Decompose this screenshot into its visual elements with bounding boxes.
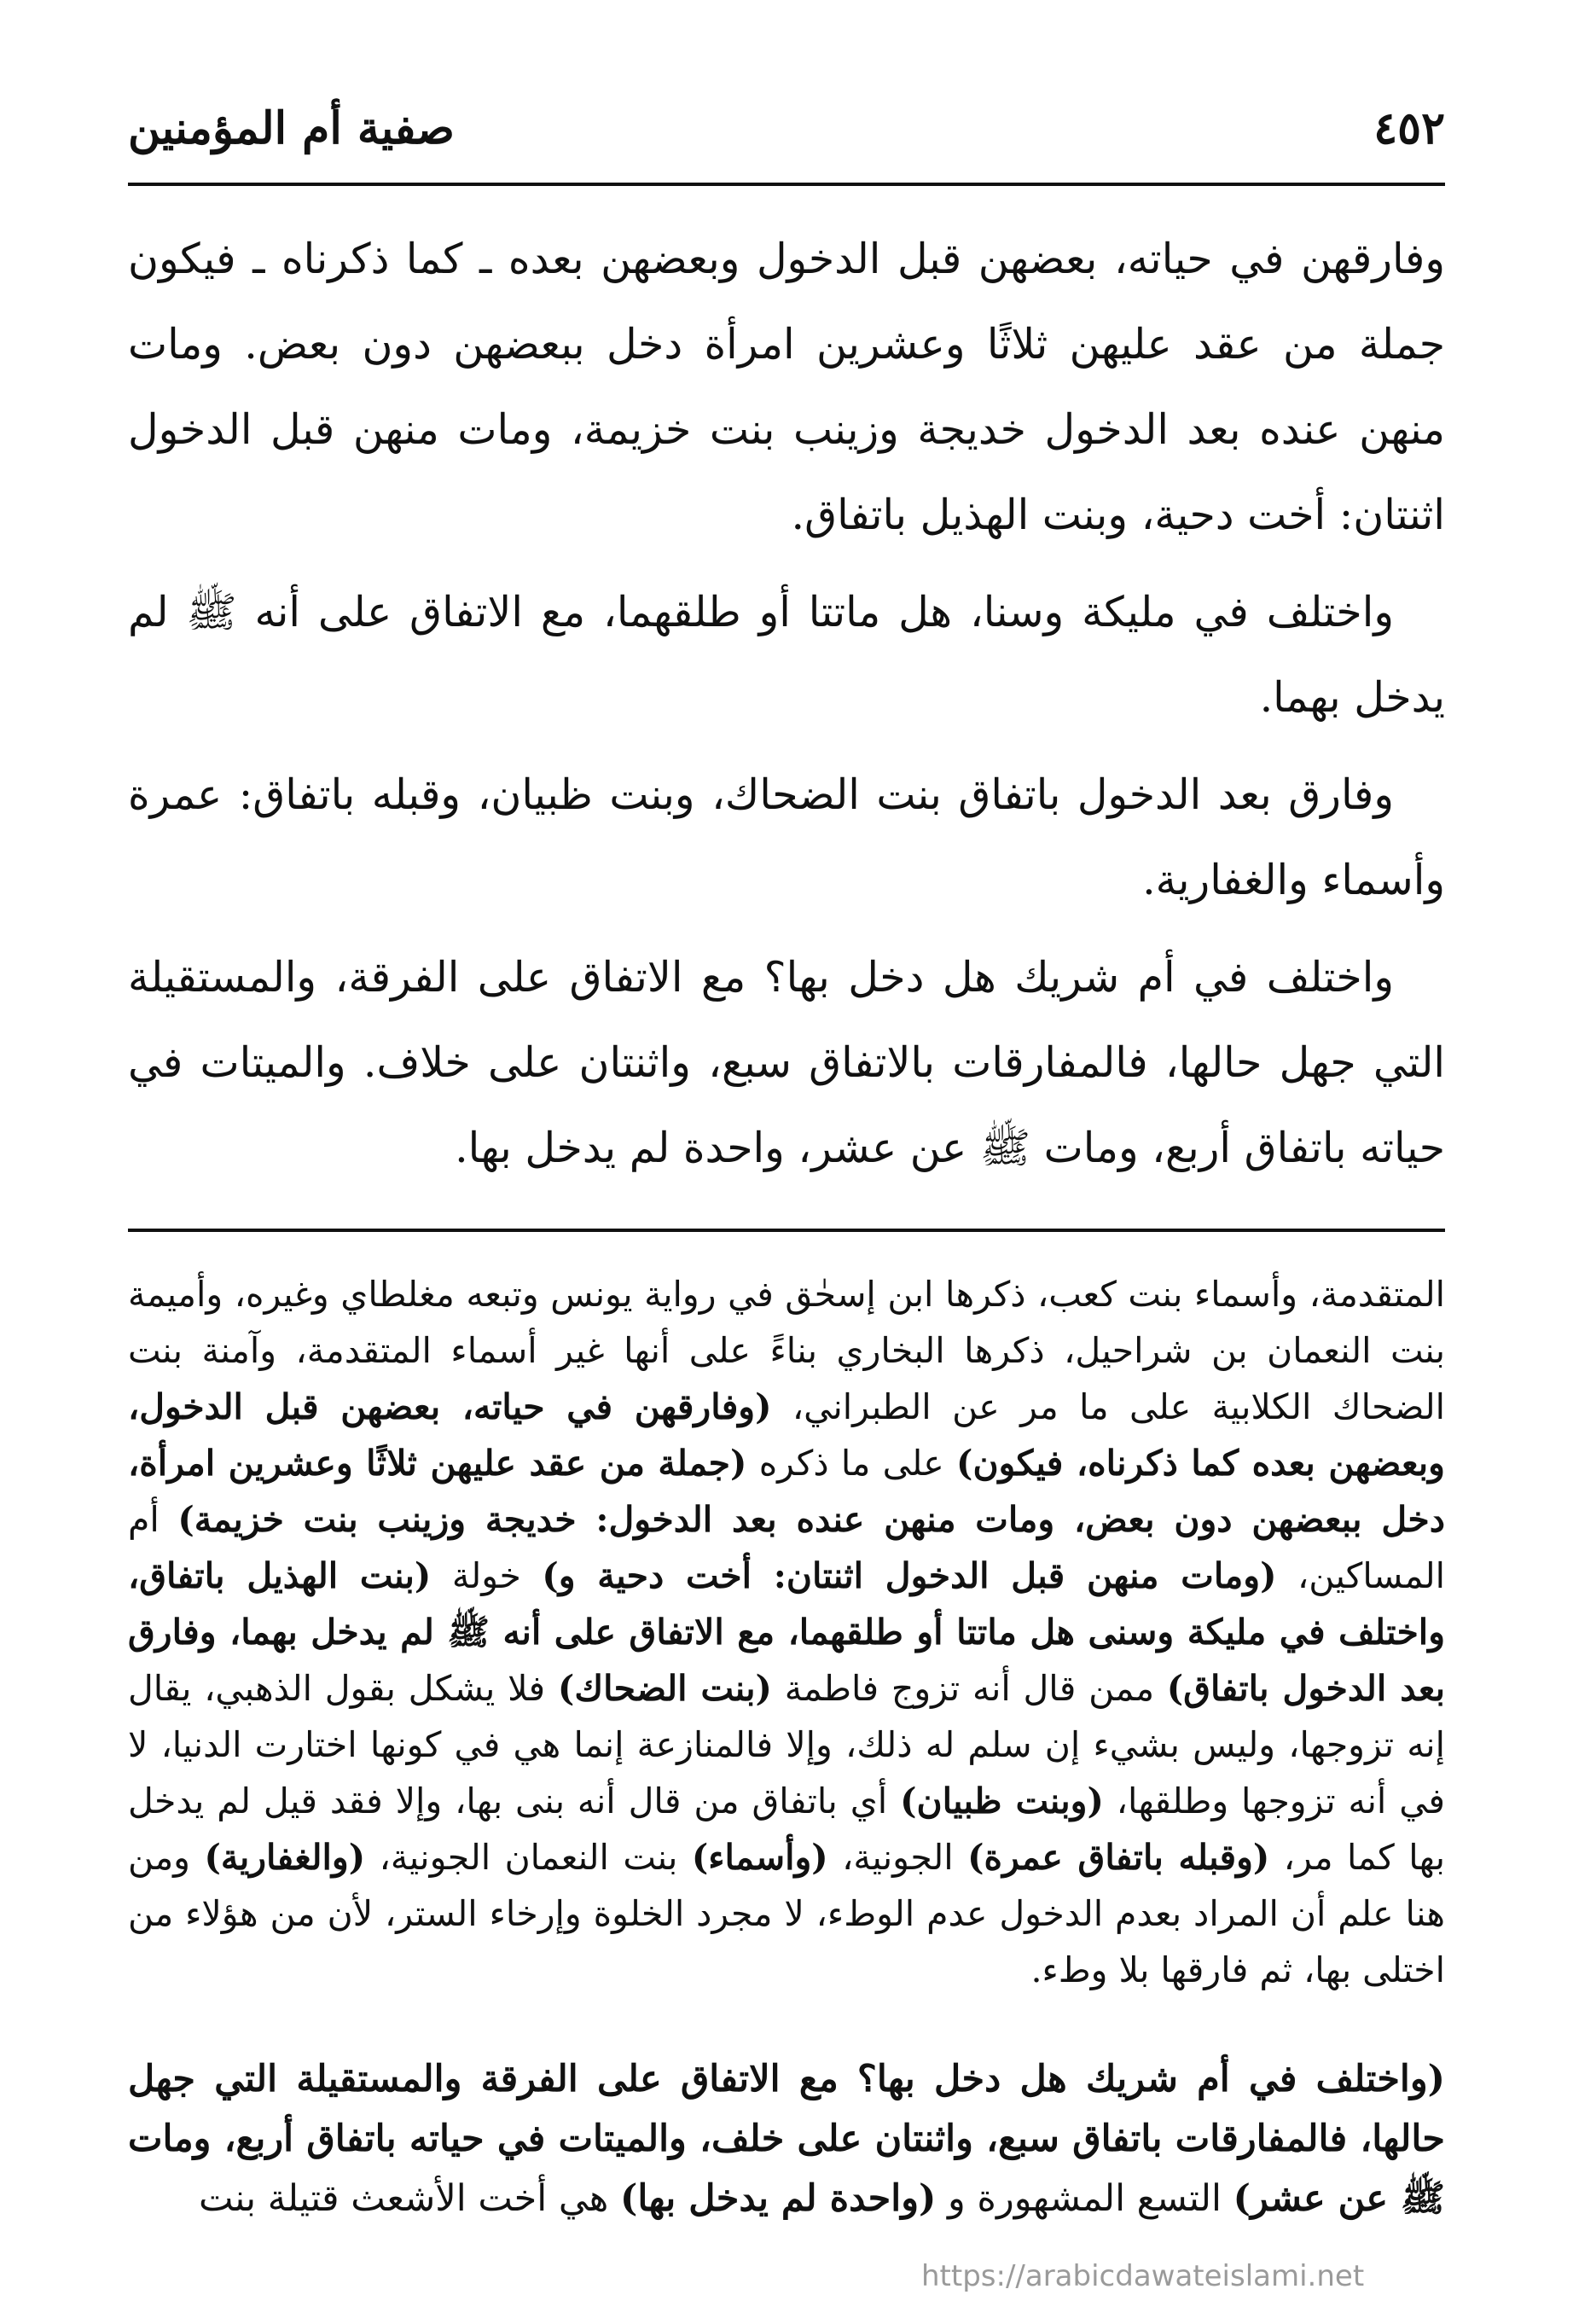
commentary-text: ومن هنا علم أن المراد بعدم الدخول عدم الوطء، لا مجرد الخلوة وإرخاء الستر، لأن من هؤلاء من اختلى بها، ثم فارقها بلا وطء. [128, 1837, 1445, 1990]
quoted-text: (بنت الضحاك) [557, 1668, 772, 1709]
commentary-section [128, 1266, 1445, 1998]
main-paragraph: وفارقهن في حياته، بعضهن قبل الدخول وبعضهن بعده ـ كما ذكرناه ـ فيكون جملة من عقد عليهن ثلاثًا وعشرين امرأة دخل ببعضهن دون بعض. ومات منهن عنده بعد الدخول خديجة وزينب بنت خزيمة، ومات منهن قبل الدخول اثنتان: أخت دحية، وبنت الهذيل باتفاق. [128, 235, 1445, 539]
commentary-text: فلا يشكل بقول الذهبي، يقال إنه تزوجها، وليس بشيء إن سلم له ذلك، وإلا فالمنازعة إنما هي في كونها اختارت الدنيا، لا في أنه تزوجها وطلقها، [128, 1668, 1445, 1821]
quoted-text: (وفارقهن في حياته، بعضهن قبل الدخول، وبعضهن بعده كما ذكرناه، فيكون) [128, 1386, 1445, 1484]
commentary-text: الجونية، [827, 1837, 968, 1878]
main-paragraph: واختلف في أم شريك هل دخل بها؟ مع الاتفاق على الفرقة، والمستقيلة التي جهل حالها، فالمفارقات بالاتفاق سبع، واثنتان على خلاف. والميتات في حياته باتفاق أربع، ومات ﷺ عن عشر، واحدة لم يدخل بها. [128, 953, 1445, 1172]
section-divider [128, 1229, 1445, 1232]
commentary-text: التسع المشهورة و [936, 2177, 1233, 2220]
running-title: صفية أم المؤمنين [128, 102, 455, 154]
quoted-text: (جملة من عقد عليهن ثلاثًا وعشرين امرأة، دخل ببعضهن دون بعض، ومات منهن عنده بعد الدخول: خديجة وزينب بنت خزيمة) [128, 1443, 1445, 1540]
quoted-text: (واختلف في أم شريك هل دخل بها؟ مع الاتفاق على الفرقة والمستقيلة التي جهل حالها، فالمفارقات باتفاق سبع، واثنتان على خلف، والميتات في حياته باتفاق أربع، ومات ﷺ عن عشر) [128, 2058, 1445, 2220]
quoted-text: (وأسماء) [691, 1837, 828, 1878]
watermark-url: https://arabicdawateislami.net [921, 2259, 1365, 2293]
commentary-text: على ما ذكره [746, 1443, 957, 1484]
commentary-text: أم المساكين، [128, 1499, 1445, 1596]
commentary-text: هي أخت الأشعث قتيلة بنت [198, 2177, 621, 2220]
page-number: ٤٥٢ [1373, 102, 1445, 154]
commentary-text: المتقدمة، وأسماء بنت كعب، ذكرها ابن إسحٰق في رواية يونس وتبعه مغلطاي وغيره، وأميمة بنت النعمان بن شراحيل، ذكرها البخاري بناءً على أنها غير أسماء المتقدمة، وآمنة بنت الضحاك الكلابية على ما مر عن الطبراني، [128, 1274, 1445, 1427]
header-divider [128, 183, 1445, 186]
commentary-text: أي باتفاق من قال أنه بنى بها، وإلا فقد قيل لم يدخل بها كما مر، [128, 1781, 1445, 1878]
commentary-paragraph [128, 2049, 1445, 2228]
quoted-text: (ومات منهن قبل الدخول اثنتان: أخت دحية و) [542, 1555, 1277, 1596]
quoted-text: (وبنت ظبيان) [900, 1781, 1104, 1821]
quoted-text: (وقبله باتفاق عمرة) [967, 1837, 1270, 1878]
commentary-text: ممن قال أنه تزوج فاطمة [771, 1668, 1167, 1709]
quoted-text: (واحدة لم يدخل بها) [620, 2177, 937, 2220]
main-text [128, 217, 1445, 1191]
page-header [128, 85, 1445, 171]
main-paragraph: وفارق بعد الدخول باتفاق بنت الضحاك، وبنت ظبيان، وقبله باتفاق: عمرة وأسماء والغفارية. [128, 770, 1445, 904]
commentary-paragraph [128, 1266, 1445, 1998]
quoted-text: (والغفارية) [204, 1837, 366, 1878]
main-paragraph: واختلف في مليكة وسنا، هل ماتتا أو طلقهما، مع الاتفاق على أنه ﷺ لم يدخل بهما. [128, 588, 1445, 722]
quoted-text: (بنت الهذيل باتفاق، واختلف في مليكة وسنى هل ماتتا أو طلقهما، مع الاتفاق على أنه ﷺ لم يدخل بهما، وفارق بعد الدخول باتفاق) [128, 1555, 1445, 1709]
commentary-text: بنت النعمان الجونية، [365, 1837, 692, 1878]
commentary-text: خولة [431, 1555, 543, 1596]
commentary-section-2 [128, 2049, 1445, 2228]
